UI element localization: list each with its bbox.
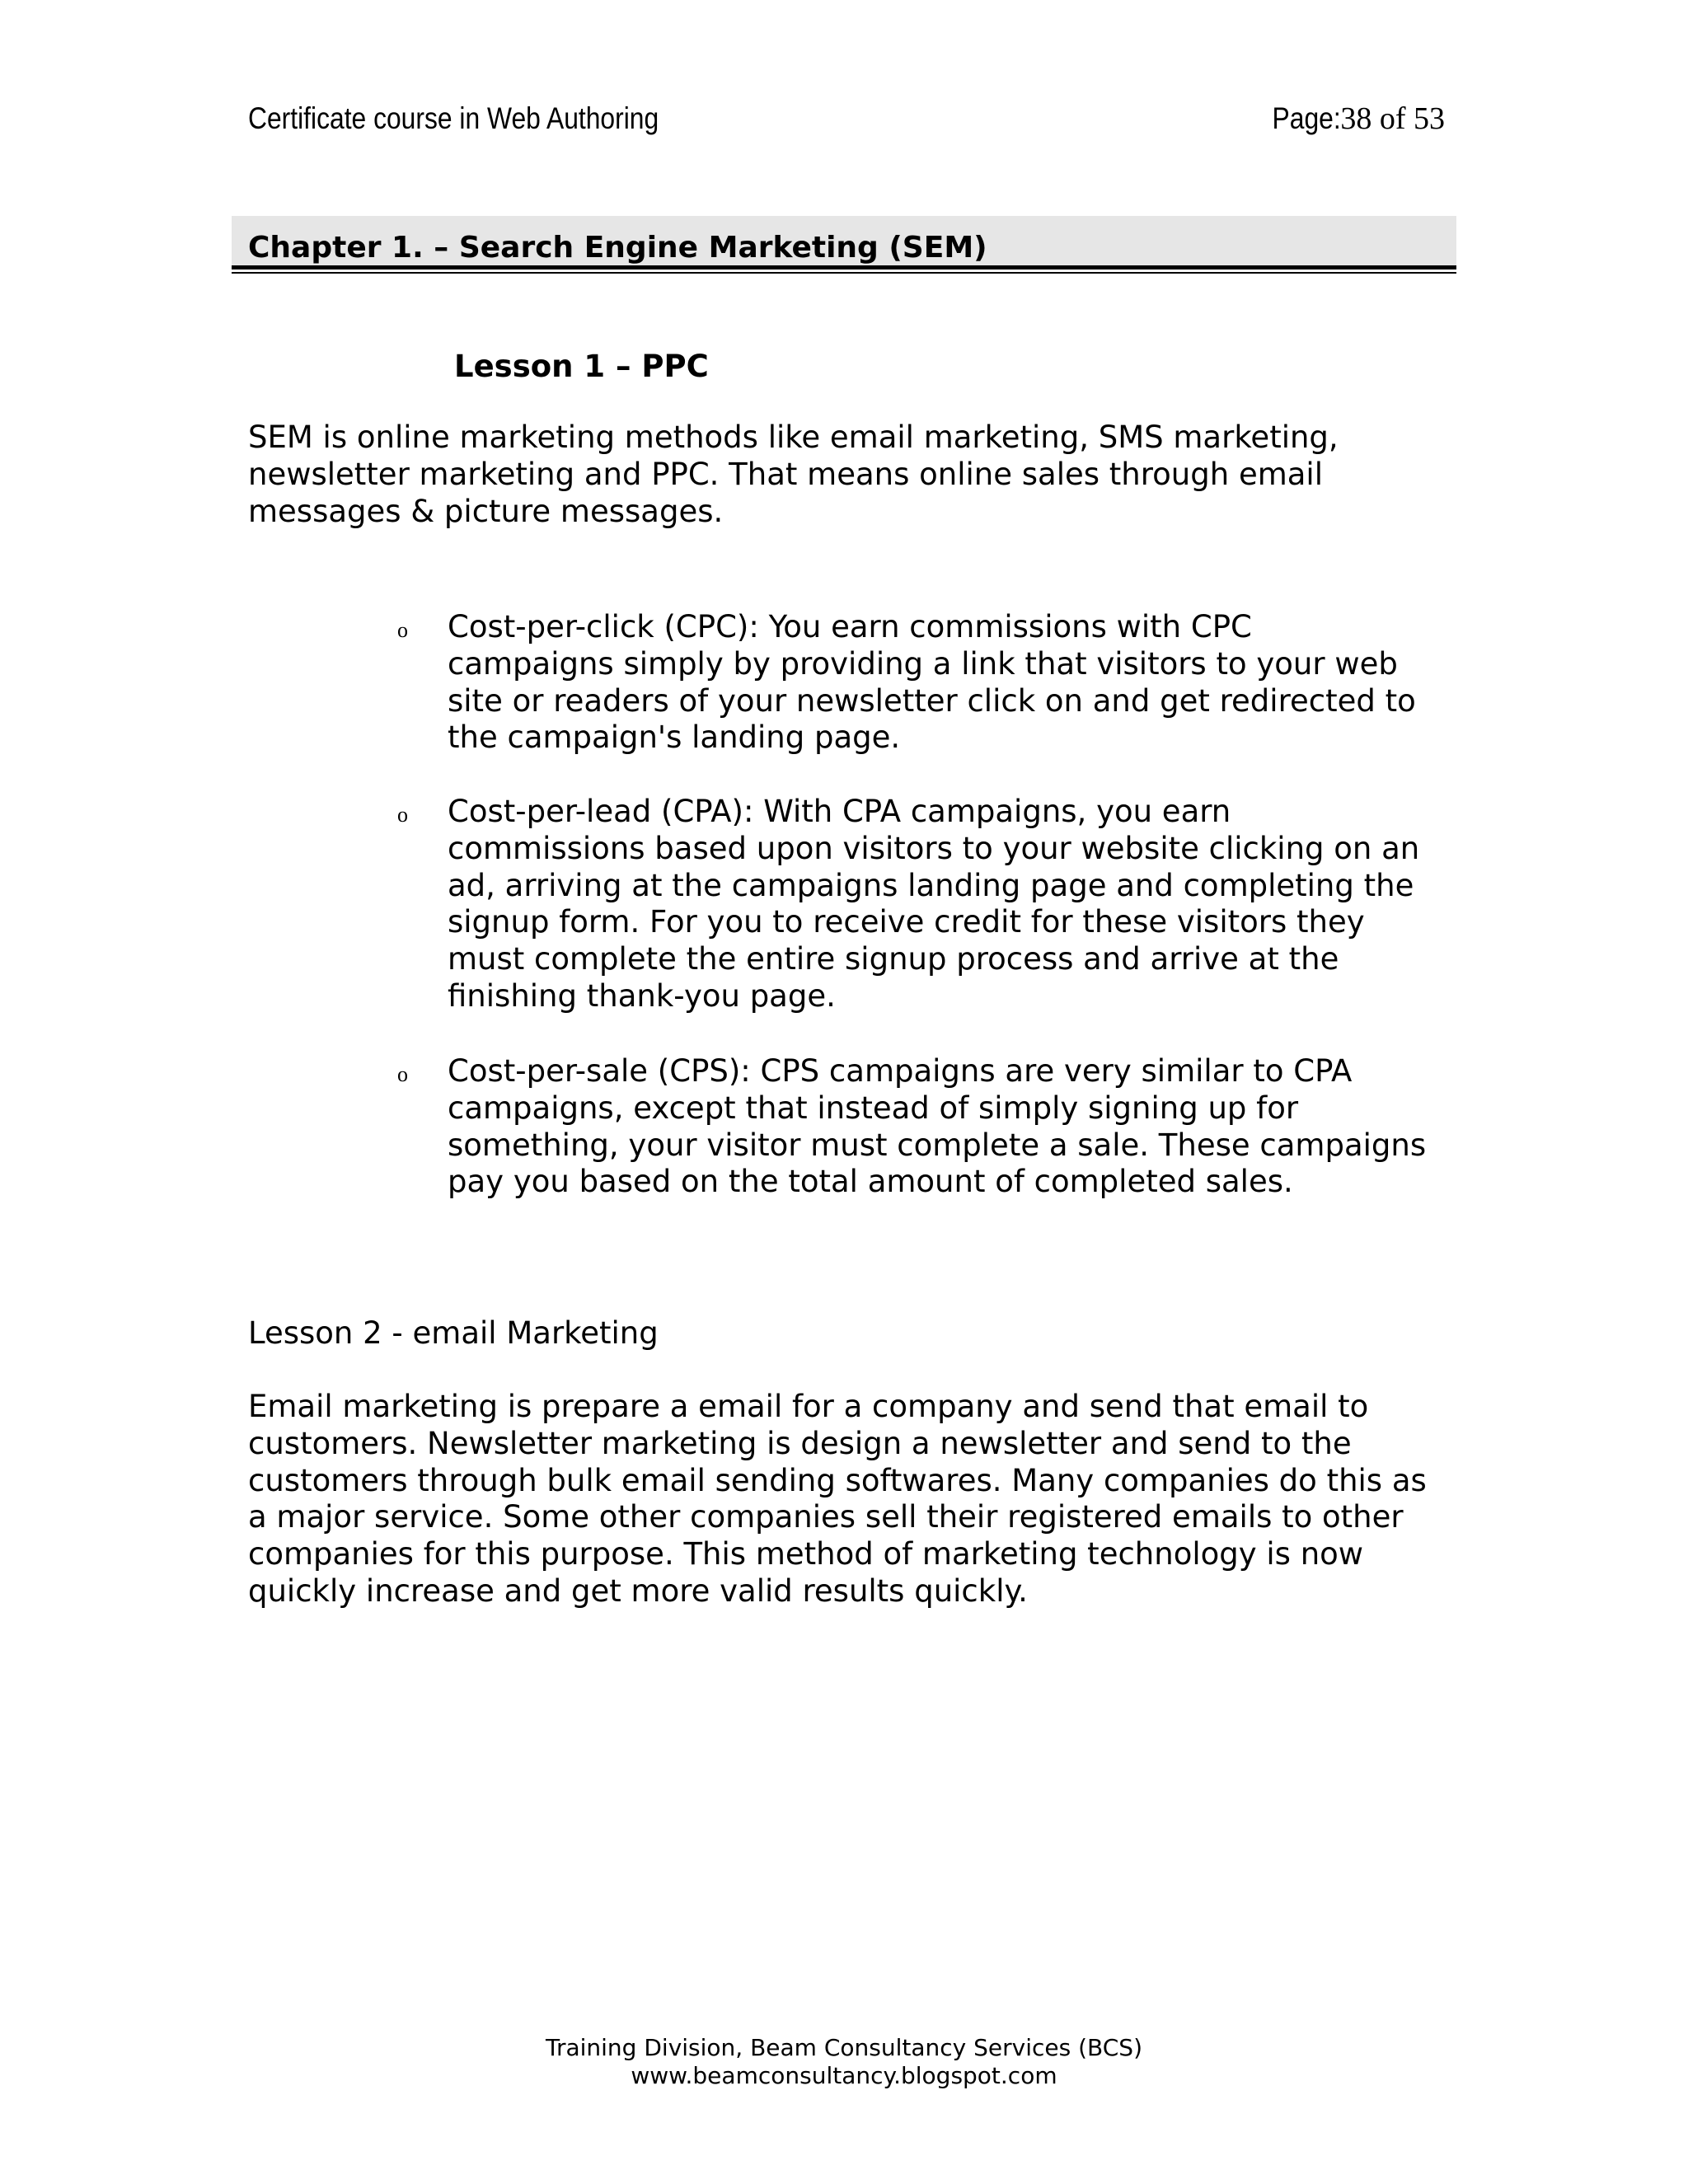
page-label: Page: xyxy=(1272,101,1341,135)
lesson1-heading: Lesson 1 – PPC xyxy=(454,349,709,384)
bullet-marker: o xyxy=(397,618,408,642)
lesson2-body-paragraph: Email marketing is prepare a email for a company and send that email to customers. Newsletter marketing is design a newsletter and send to the customers through bulk email sending softwares. Many companies do this as a major service. Some other companies sell their registered emails to other companies for this purpose. This method of marketing technology is now quickly increase and get more valid results quickly. xyxy=(248,1389,1427,1609)
page-header xyxy=(248,96,1445,145)
bullet-item-cps: Cost-per-sale (CPS): CPS campaigns are very similar to CPA campaigns, except that instead of simply signing up for something, your visitor must complete a sale. These campaigns pay you based on the total amount of completed sales. xyxy=(448,1053,1427,1200)
course-title: Certificate course in Web Authoring xyxy=(248,101,659,135)
chapter-rule-thin xyxy=(232,272,1456,274)
chapter-title: Chapter 1. – Search Engine Marketing (SEM) xyxy=(248,231,987,265)
footer-website: www.beamconsultancy.blogspot.com xyxy=(631,2062,1057,2089)
bullet-marker: o xyxy=(397,1062,408,1086)
lesson1-intro-paragraph: SEM is online marketing methods like email marketing, SMS marketing, newsletter marketing and PPC. That means online sales through email messages & picture messages. xyxy=(248,419,1339,529)
page-value: 38 of 53 xyxy=(1340,101,1445,136)
chapter-heading-bar xyxy=(232,216,1456,265)
page-footer xyxy=(0,2034,1688,2090)
chapter-rule-thick xyxy=(232,265,1456,269)
page-number xyxy=(1261,96,1445,148)
footer-organization: Training Division, Beam Consultancy Services (BCS) xyxy=(545,2034,1143,2061)
bullet-item-cpa: Cost-per-lead (CPA): With CPA campaigns, you earn commissions based upon visitors to your website clicking on an ad, arriving at the campaigns landing page and completing the signup form. For you to receive credit for these visitors they must complete the entire signup process and arrive at the finishing thank-you page. xyxy=(448,794,1420,1014)
lesson2-heading: Lesson 2 - email Marketing xyxy=(248,1315,659,1351)
bullet-marker: o xyxy=(397,803,408,827)
bullet-item-cpc: Cost-per-click (CPC): You earn commissions with CPC campaigns simply by providing a link that visitors to your web site or readers of your newsletter click on and get redirected to the campaign's landing page. xyxy=(448,609,1416,756)
